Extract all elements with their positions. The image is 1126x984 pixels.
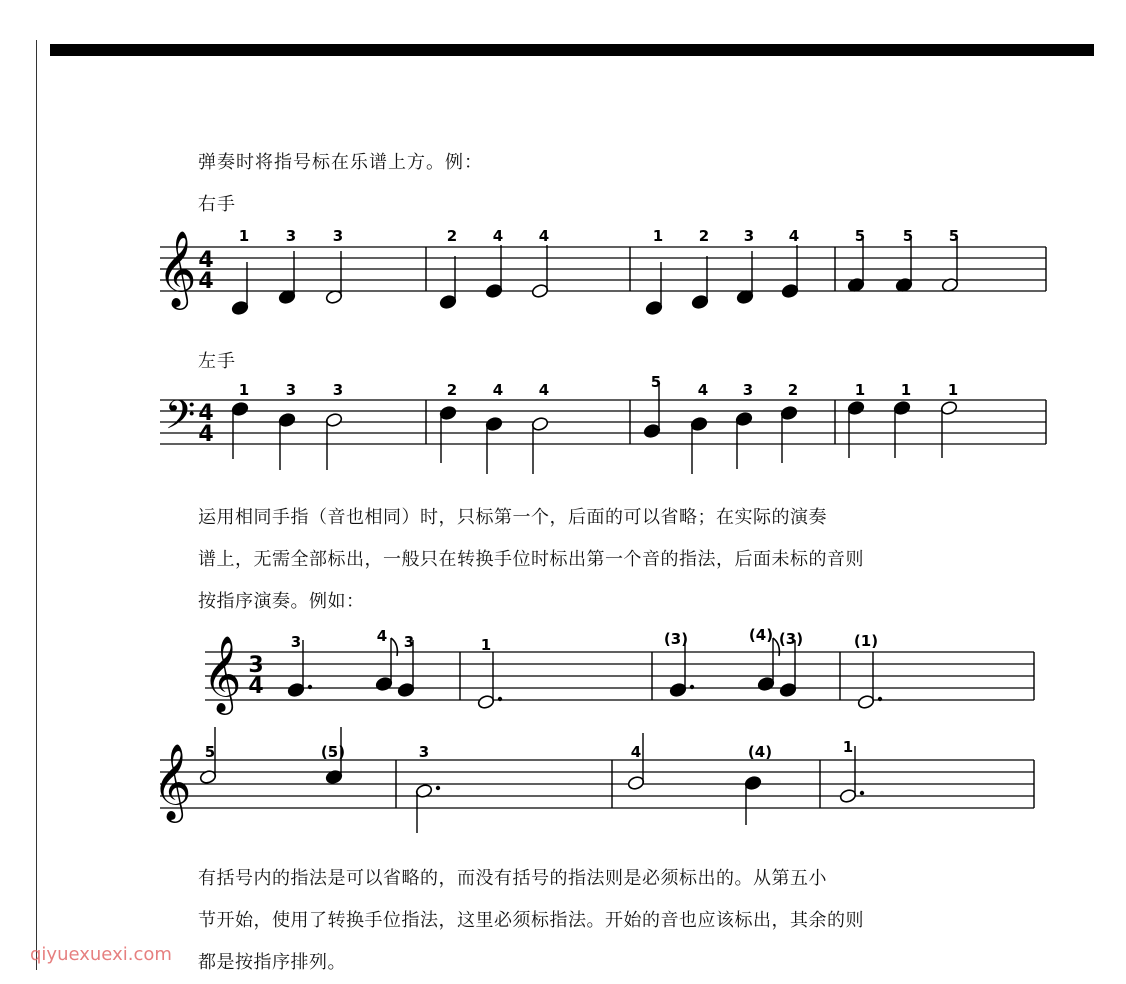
eighth-flag — [391, 638, 397, 656]
paragraph-1 — [198, 497, 1043, 623]
note-head — [645, 300, 663, 315]
finger-number: 3 — [332, 381, 344, 399]
finger-number: 4 — [492, 227, 504, 245]
finger-number: 5 — [650, 373, 662, 391]
finger-number: 3 — [332, 227, 344, 245]
augmentation-dot — [498, 697, 502, 701]
finger-number: 3 — [285, 227, 297, 245]
finger-number: 4 — [630, 743, 642, 761]
paragraph-1-line: 谱上，无需全部标出，一般只在转换手位时标出第一个音的指法，后面未标的音则 — [198, 549, 864, 570]
time-signature-bottom: 4 — [198, 269, 214, 294]
augmentation-dot — [436, 786, 440, 790]
time-signature-top: 4 — [198, 248, 214, 273]
finger-number: 5 — [854, 227, 866, 245]
finger-number: 4 — [492, 381, 504, 399]
time-signature-top: 3 — [248, 653, 264, 678]
note-head — [857, 694, 875, 709]
note-head — [439, 294, 457, 309]
paragraph-2-line: 都是按指序排列。 — [198, 952, 346, 973]
note-head — [779, 682, 797, 697]
paragraph-1-line: 运用相同手指（音也相同）时，只标第一个，后面的可以省略；在实际的演奏 — [198, 507, 827, 528]
augmentation-dot — [308, 685, 312, 689]
intro-text: 弹奏时将指号标在乐谱上方。例： — [198, 152, 483, 173]
treble-clef-icon: 𝄞 — [202, 635, 242, 712]
finger-number: 5 — [204, 743, 216, 761]
note-head — [744, 775, 762, 790]
note-head — [690, 416, 708, 431]
finger-number: 5 — [948, 227, 960, 245]
note-head — [781, 283, 799, 298]
note-head — [397, 682, 415, 697]
finger-number: 3 — [743, 227, 755, 245]
note-head — [287, 682, 305, 697]
finger-number: 4 — [538, 381, 550, 399]
paragraph-2 — [198, 858, 1043, 984]
finger-number: 1 — [842, 738, 854, 756]
time-signature-bottom: 4 — [248, 674, 264, 699]
finger-number: (5) — [320, 743, 346, 761]
finger-number: 3 — [285, 381, 297, 399]
finger-number: (4) — [748, 626, 774, 644]
watermark: qiyuexuexi.com — [30, 944, 172, 965]
augmentation-dot — [878, 697, 882, 701]
finger-number: 1 — [947, 381, 959, 399]
note-head — [375, 676, 393, 691]
note-head — [439, 405, 457, 420]
note-head — [627, 775, 645, 790]
note-head — [847, 400, 865, 415]
finger-number: (3) — [663, 630, 689, 648]
finger-number: 1 — [238, 227, 250, 245]
finger-number: 3 — [418, 743, 430, 761]
note-head — [231, 401, 249, 416]
finger-number: 4 — [697, 381, 709, 399]
note-head — [643, 423, 661, 438]
finger-number: (4) — [747, 743, 773, 761]
note-head — [477, 694, 495, 709]
finger-number: 5 — [902, 227, 914, 245]
note-head — [531, 416, 549, 431]
note-head — [780, 405, 798, 420]
finger-number: 1 — [900, 381, 912, 399]
finger-number: (3) — [778, 630, 804, 648]
note-head — [893, 400, 911, 415]
note-head — [839, 788, 857, 803]
time-signature-top: 4 — [198, 401, 214, 426]
finger-number: 4 — [788, 227, 800, 245]
note-head — [531, 283, 549, 298]
finger-number: 1 — [652, 227, 664, 245]
paragraph-2-line: 节开始，使用了转换手位指法，这里必须标指法。开始的音也应该标出，其余的则 — [198, 910, 864, 931]
finger-number: 1 — [238, 381, 250, 399]
paragraph-1-line: 按指序演奏。例如： — [198, 591, 365, 612]
finger-number: 2 — [698, 227, 710, 245]
finger-number: 2 — [446, 227, 458, 245]
note-head — [940, 400, 958, 415]
finger-number: 1 — [480, 636, 492, 654]
augmentation-dot — [690, 685, 694, 689]
note-head — [669, 682, 687, 697]
note-head — [757, 676, 775, 691]
bass-clef-icon: 𝄢 — [164, 392, 196, 448]
note-head — [485, 416, 503, 431]
finger-number: 1 — [854, 381, 866, 399]
finger-number: 4 — [538, 227, 550, 245]
finger-number: (1) — [853, 632, 879, 650]
note-head — [485, 283, 503, 298]
left-hand-label: 左手 — [198, 351, 236, 372]
finger-number: 2 — [787, 381, 799, 399]
note-head — [231, 300, 249, 315]
note-head — [325, 412, 343, 427]
paragraph-2-line: 有括号内的指法是可以省略的，而没有括号的指法则是必须标出的。从第五小 — [198, 868, 827, 889]
treble-clef-icon: 𝄞 — [152, 743, 192, 820]
note-head — [691, 294, 709, 309]
treble-clef-icon: 𝄞 — [157, 230, 197, 307]
time-signature-bottom: 4 — [198, 422, 214, 447]
finger-number: 3 — [742, 381, 754, 399]
right-hand-label: 右手 — [198, 194, 236, 215]
note-head — [278, 412, 296, 427]
finger-number: 2 — [446, 381, 458, 399]
note-head — [735, 411, 753, 426]
finger-number: 4 — [376, 627, 388, 645]
finger-number: 3 — [403, 633, 415, 651]
finger-number: 3 — [290, 633, 302, 651]
augmentation-dot — [860, 791, 864, 795]
